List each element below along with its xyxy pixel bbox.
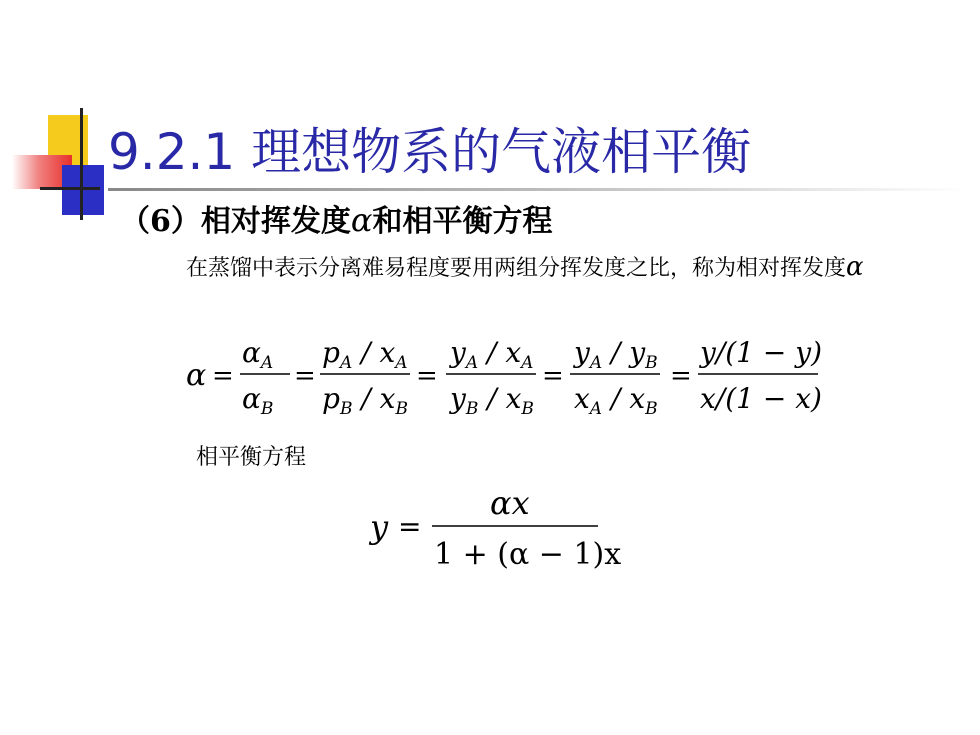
phase-equilibrium-formula	[0, 478, 980, 578]
section-subtitle	[120, 196, 552, 240]
f2-numerator: αx	[490, 484, 530, 522]
title-underline	[108, 188, 968, 191]
paragraph-alpha-symbol: α	[846, 252, 864, 282]
f1-t4-numerator: $y_A / y_B$	[574, 336, 658, 373]
f1-lhs: α	[186, 358, 207, 393]
f1-eq-3: =	[416, 361, 438, 391]
f2-denominator: 1 + (α − 1)x	[434, 537, 622, 572]
f2-lhs: y	[370, 508, 389, 546]
subtitle-alpha-symbol: α	[350, 201, 373, 239]
paragraph-text: 在蒸馏中表示分离难易程度要用两组分挥发度之比，称为相对挥发度	[186, 256, 847, 281]
slide-title: 9.2.1 理想物系的气液相平衡	[108, 123, 752, 181]
f1-t4-denominator: $x_A / x_B$	[574, 382, 658, 419]
definition-paragraph	[120, 252, 900, 284]
f1-t2-numerator: $p_A / x_A$	[322, 336, 408, 373]
decor-blue-square	[62, 165, 104, 215]
f1-t5-denominator: x/(1 − x)	[700, 382, 822, 415]
f1-t3-denominator: $y_B / x_B$	[450, 382, 534, 419]
decor-vertical-line	[80, 108, 83, 220]
f1-t2-denominator: $p_B / x_B$	[322, 382, 408, 419]
subtitle-suffix: 和相平衡方程	[372, 204, 553, 239]
f1-t5-numerator: y/(1 − y)	[700, 336, 822, 369]
decor-horizontal-line	[40, 187, 100, 190]
f1-t1-denominator: $\alpha_B$	[242, 382, 274, 419]
f1-eq-5: =	[670, 361, 692, 391]
equilibrium-equation-label: 相平衡方程	[196, 445, 307, 470]
f1-eq-1: =	[212, 361, 234, 391]
subtitle-prefix: （6）相对挥发度	[120, 204, 351, 239]
f2-equals: =	[398, 510, 422, 543]
f1-eq-4: =	[542, 361, 564, 391]
f1-t3-numerator: $y_A / x_A$	[450, 336, 534, 373]
relative-volatility-formula	[0, 330, 980, 420]
f1-eq-2: =	[294, 361, 316, 391]
f1-t1-numerator: $\alpha_A$	[242, 336, 274, 373]
